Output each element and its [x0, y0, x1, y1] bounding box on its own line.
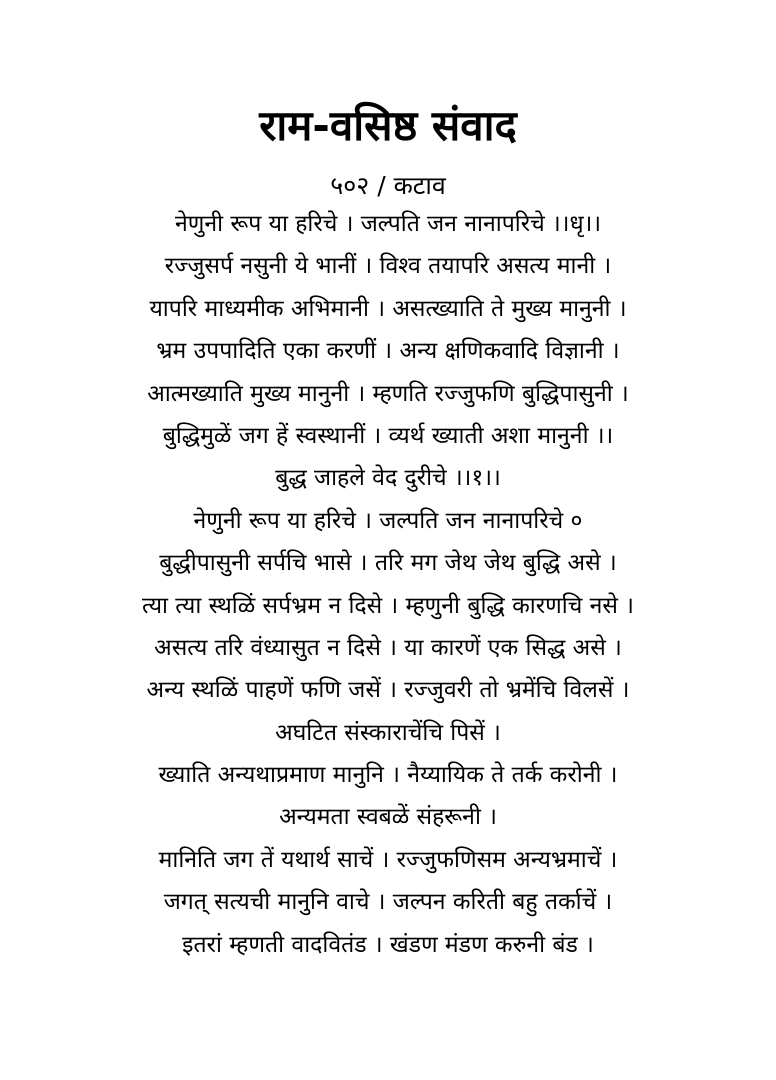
- verse-line: असत्य तरि वंध्यासुत न दिसे । या कारणें एक सिद्ध असे ।: [154, 634, 622, 661]
- verse-line: भ्रम उपपादिति एका करणीं । अन्य क्षणिकवादि विज्ञानी ।: [156, 338, 620, 365]
- verse-line: अन्यमता स्वबळें संहरूनी ।: [279, 804, 497, 831]
- verse-line: त्या त्या स्थळिं सर्पभ्रम न दिसे । म्हणुनी बुद्धि कारणचि नसे ।: [142, 592, 634, 619]
- verse-line: यापरि माध्यमीक अभिमानी । असत्ख्याति ते मुख्य मानुनी ।: [149, 295, 627, 322]
- verse-line: बुद्धिमुळें जग हें स्वस्थानीं । व्यर्थ ख्याती अशा मानुनी ।।: [162, 422, 614, 449]
- page-title: राम-वसिष्ठ संवाद: [259, 101, 517, 150]
- page-subtitle: ५०२ / कटाव: [330, 171, 446, 200]
- verse-line: ख्याति अन्यथाप्रमाण मानुनि । नैय्यायिक ते तर्क करोनी ।: [158, 762, 618, 789]
- verse-line: अन्य स्थळिं पाहणें फणि जसें । रज्जुवरी तो भ्रमेंचि विलसें ।: [146, 677, 630, 704]
- verse-line: आत्मख्याति मुख्य मानुनी । म्हणति रज्जुफणि बुद्धिपासुनी ।: [147, 380, 629, 407]
- verse-line: नेणुनी रूप या हरिचे । जल्पति जन नानापरिचे ०: [193, 507, 583, 534]
- verse-line: बुद्धीपासुनी सर्पचि भासे । तरि मग जेथ जेथ बुद्धि असे ।: [159, 550, 617, 577]
- verse-line: मानिति जग तें यथार्थ साचें । रज्जुफणिसम अन्यभ्रमाचें ।: [158, 846, 618, 873]
- verse-line: नेणुनी रूप या हरिचे । जल्पति जन नानापरिचे ।।धृ।।: [174, 211, 602, 237]
- verse-line: जगत् सत्यची मानुनि वाचे । जल्पन करिती बहु तर्काचें ।: [163, 889, 613, 916]
- verse-line: रज्जुसर्प नसुनी ये भानीं । विश्व तयापरि असत्य मानी ।: [164, 253, 612, 280]
- verse-line: अघटित संस्काराचेंचि पिसें ।: [275, 719, 501, 746]
- verse-line: इतरां म्हणती वादवितंड । खंडण मंडण करुनी बंड ।: [182, 931, 594, 958]
- verse-line: बुद्ध जाहले वेद दुरीचे ।।१।।: [275, 465, 501, 492]
- verse-list: [0, 203, 776, 966]
